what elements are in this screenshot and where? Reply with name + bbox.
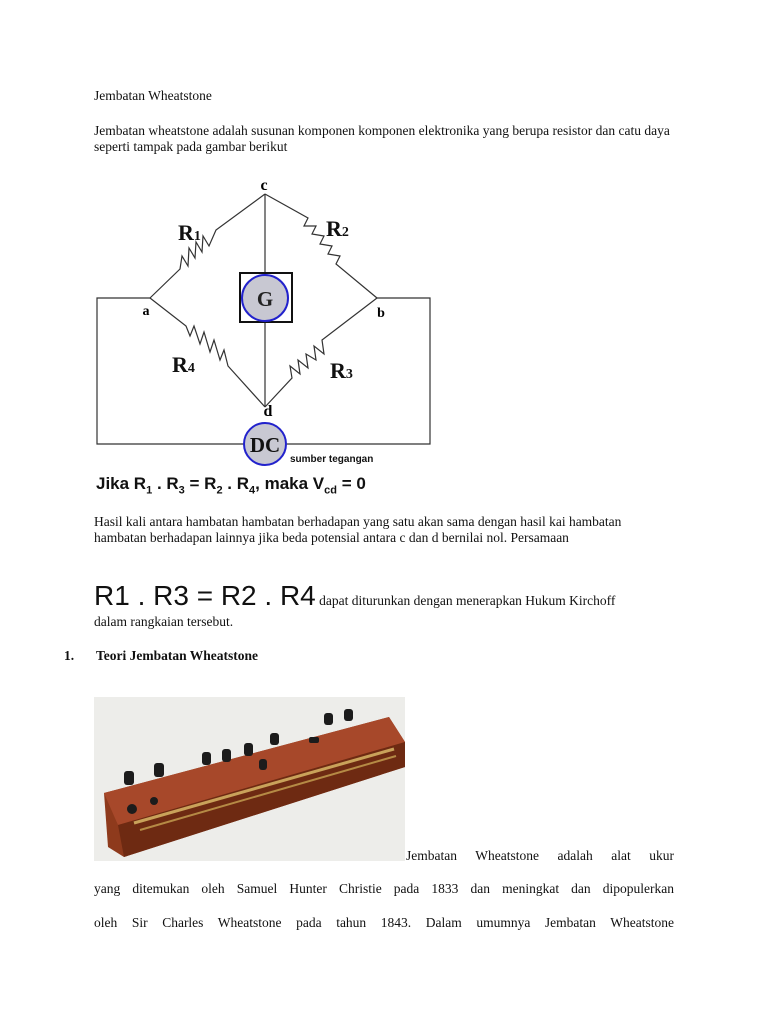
section-number: 1. (64, 648, 75, 663)
body-text-line-2: yang ditemukan oleh Samuel Hunter Christie pada 1833 dan meningkat dan dipopulerkan (94, 881, 674, 896)
r2-label: R2 (326, 216, 349, 241)
formula-text-continued: dalam rangkaian tersebut. (94, 614, 234, 629)
r4-label: R4 (172, 352, 195, 377)
section-heading (64, 648, 258, 664)
body-text-line-3: oleh Sir Charles Wheatstone pada tahun 1843. Dalam umumnya Jembatan Wheatstone (94, 915, 674, 930)
balance-condition: Jika $R_1$ . $R_3 = R_2$ . $R_4$, maka $V_{cd} = 0$ (96, 474, 366, 497)
node-a-label: a (142, 304, 150, 319)
galvanometer-label: G (256, 287, 274, 311)
intro-paragraph: Jembatan wheatstone adalah susunan komponen komponen elektronika yang berupa resistor dan catu daya seperti tampak pada gambar berikut (94, 123, 670, 154)
node-b-label: b (377, 306, 385, 321)
outer-wire-right (287, 298, 430, 444)
formula-text: dapat diturunkan dengan menerapkan Hukum Kirchoff (315, 593, 616, 608)
node-d-label: d (263, 403, 273, 420)
formula: R1 . R3 = R2 . R4 (94, 580, 316, 611)
section-title: Teori Jembatan Wheatstone (96, 648, 258, 663)
source-caption: sumber tegangan (290, 454, 374, 465)
dc-source-label: DC (249, 433, 281, 457)
wheatstone-circuit-diagram (90, 170, 440, 470)
r1-label: R1 (178, 220, 201, 245)
body-text-line-1: Jembatan Wheatstone adalah alat ukur (406, 848, 674, 863)
explanation-paragraph: Hasil kali antara hambatan hambatan berhadapan yang satu akan sama dengan hasil kai hambatan hambatan berhadapan lainnya jika beda potensial antara c dan d bernilai nol. Persamaan (94, 514, 622, 545)
node-c-label: c (260, 177, 268, 194)
wheatstone-bridge-photo (94, 697, 405, 861)
r3-label: R3 (330, 358, 353, 383)
formula-line (94, 580, 674, 612)
document-title: Jembatan Wheatstone (94, 88, 212, 103)
